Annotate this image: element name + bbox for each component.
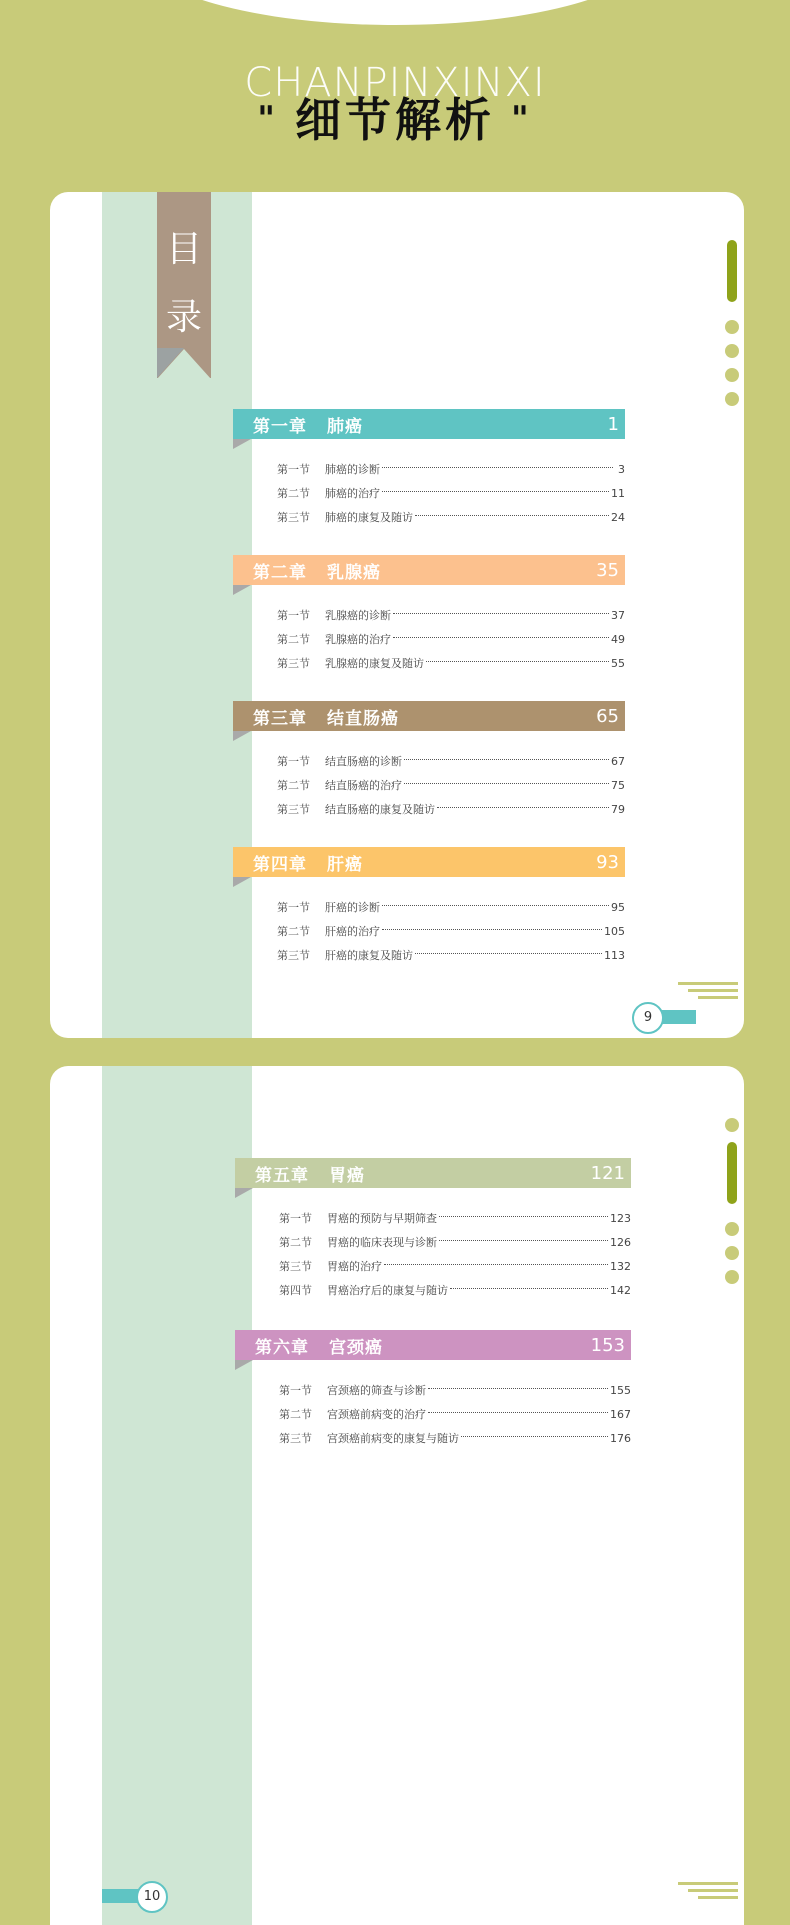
section-title: 乳腺癌的治疗 [325, 633, 391, 646]
section-page: 67 [611, 754, 625, 768]
scroll-dot [725, 1246, 739, 1260]
chapter-fold [233, 877, 251, 887]
leader-dots [439, 1216, 608, 1217]
section-entry[interactable] [279, 1230, 631, 1254]
leader-dots [415, 515, 609, 516]
chapter-title [253, 850, 363, 875]
scroll-dot [725, 344, 739, 358]
leader-dots [382, 491, 609, 492]
chapter-title [253, 412, 363, 437]
section-page: 37 [611, 608, 625, 622]
section-label: 第一节 [279, 1212, 312, 1225]
chapter-page: 153 [590, 1334, 625, 1356]
section-entry[interactable] [277, 749, 625, 773]
section-entry[interactable] [277, 603, 625, 627]
section-page: 79 [611, 802, 625, 816]
toc-page-1 [50, 192, 744, 1038]
chapter-label: 第三章 [253, 708, 307, 729]
section-title: 肝癌的诊断 [325, 901, 380, 914]
page-title [0, 84, 790, 150]
section-title: 结直肠癌的治疗 [325, 779, 402, 792]
chapter-page: 1 [607, 413, 619, 435]
section-page: 142 [610, 1283, 631, 1297]
section-label: 第三节 [279, 1432, 312, 1445]
page-number: 10 [136, 1881, 168, 1913]
section-entry[interactable] [277, 797, 625, 821]
section-entry[interactable] [277, 457, 625, 481]
scroll-bar-active [727, 240, 737, 302]
section-title: 胃癌的治疗 [327, 1260, 382, 1273]
section-page: 126 [610, 1235, 631, 1249]
section-label: 第三节 [277, 949, 310, 962]
scroll-dot [725, 1118, 739, 1132]
leader-dots [428, 1412, 608, 1413]
section-entry[interactable] [277, 895, 625, 919]
section-label: 第一节 [277, 755, 310, 768]
top-arc-decoration [140, 0, 650, 25]
section-title: 宫颈癌前病变的治疗 [327, 1408, 426, 1421]
section-title: 肺癌的诊断 [325, 463, 380, 476]
chapter-name: 宫颈癌 [329, 1337, 383, 1358]
section-page: 3 [618, 462, 625, 476]
chapter-page: 65 [596, 705, 619, 727]
section-list [233, 731, 625, 821]
section-label: 第三节 [277, 511, 310, 524]
chapter-label: 第六章 [255, 1337, 309, 1358]
toc-label-char-2: 录 [165, 297, 202, 338]
chapter-header[interactable] [233, 409, 625, 439]
chapter-label: 第四章 [253, 854, 307, 875]
section-title: 宫颈癌前病变的康复与随访 [327, 1432, 459, 1445]
leader-dots [415, 953, 602, 954]
leader-dots [393, 613, 609, 614]
chapter-label: 第一章 [253, 416, 307, 437]
section-entry[interactable] [277, 481, 625, 505]
quote-open: " [257, 99, 279, 139]
section-list [233, 439, 625, 529]
leader-dots [437, 807, 609, 808]
section-entry[interactable] [277, 505, 625, 529]
section-page: 55 [611, 656, 625, 670]
leader-dots [382, 467, 613, 468]
leader-dots [404, 783, 609, 784]
section-label: 第三节 [279, 1260, 312, 1273]
chapter-page: 35 [596, 559, 619, 581]
section-label: 第二节 [279, 1408, 312, 1421]
chapter-page: 93 [596, 851, 619, 873]
toc-bookmark [157, 192, 211, 378]
section-page: 176 [610, 1431, 631, 1445]
section-label: 第二节 [277, 633, 310, 646]
toc-label-char-1: 目 [165, 229, 202, 270]
chapter-block [235, 1330, 631, 1450]
scroll-dot [725, 392, 739, 406]
section-entry[interactable] [279, 1254, 631, 1278]
section-entry[interactable] [277, 773, 625, 797]
chapter-header[interactable] [233, 555, 625, 585]
section-label: 第三节 [277, 803, 310, 816]
section-page: 132 [610, 1259, 631, 1273]
section-title: 宫颈癌的筛查与诊断 [327, 1384, 426, 1397]
chapter-block [233, 701, 625, 821]
section-list [235, 1360, 631, 1450]
section-entry[interactable] [279, 1278, 631, 1302]
title-text: 细节解析 [295, 93, 495, 147]
section-title: 肝癌的治疗 [325, 925, 380, 938]
section-title: 胃癌的预防与早期筛查 [327, 1212, 437, 1225]
section-page: 123 [610, 1211, 631, 1225]
lines-decoration [678, 1882, 738, 1903]
chapter-name: 结直肠癌 [327, 708, 399, 729]
section-label: 第一节 [277, 463, 310, 476]
section-title: 乳腺癌的康复及随访 [325, 657, 424, 670]
section-label: 第二节 [279, 1236, 312, 1249]
section-entry[interactable] [277, 651, 625, 675]
section-label: 第二节 [277, 925, 310, 938]
toc-page-2 [50, 1066, 744, 1925]
chapter-label: 第五章 [255, 1165, 309, 1186]
chapter-name: 胃癌 [329, 1165, 365, 1186]
leader-dots [382, 905, 609, 906]
section-entry[interactable] [279, 1378, 631, 1402]
section-entry[interactable] [279, 1206, 631, 1230]
section-label: 第三节 [277, 657, 310, 670]
section-page: 113 [604, 948, 625, 962]
chapter-title [255, 1333, 383, 1358]
section-label: 第一节 [279, 1384, 312, 1397]
chapter-title [255, 1161, 365, 1186]
section-label: 第四节 [279, 1284, 312, 1297]
chapter-fold [233, 585, 251, 595]
section-title: 结直肠癌的诊断 [325, 755, 402, 768]
chapter-title [253, 704, 399, 729]
chapter-label: 第二章 [253, 562, 307, 583]
scroll-dot [725, 1222, 739, 1236]
scroll-indicator [725, 1118, 739, 1294]
quote-close: " [511, 99, 533, 139]
chapter-fold [233, 731, 251, 741]
section-title: 肺癌的康复及随访 [325, 511, 413, 524]
section-label: 第二节 [277, 779, 310, 792]
leader-dots [404, 759, 609, 760]
section-label: 第一节 [277, 901, 310, 914]
section-title: 结直肠癌的康复及随访 [325, 803, 435, 816]
section-label: 第一节 [277, 609, 310, 622]
section-title: 胃癌的临床表现与诊断 [327, 1236, 437, 1249]
chapter-page: 121 [590, 1162, 625, 1184]
section-entry[interactable] [279, 1426, 631, 1450]
leader-dots [426, 661, 609, 662]
scroll-dot [725, 320, 739, 334]
section-list [235, 1188, 631, 1302]
chapter-name: 肺癌 [327, 416, 363, 437]
leader-dots [461, 1436, 608, 1437]
chapter-block [233, 409, 625, 529]
scroll-indicator [725, 240, 739, 416]
lines-decoration [678, 982, 738, 1003]
chapter-block [235, 1158, 631, 1302]
chapter-name: 肝癌 [327, 854, 363, 875]
scroll-dot [725, 1270, 739, 1284]
scroll-dot [725, 368, 739, 382]
section-page: 167 [610, 1407, 631, 1421]
page-number: 9 [632, 1002, 664, 1034]
section-entry[interactable] [279, 1402, 631, 1426]
section-page: 11 [611, 486, 625, 500]
chapter-fold [233, 439, 251, 449]
header-watermark: CHANPINXINXI [244, 60, 546, 106]
section-page: 95 [611, 900, 625, 914]
chapter-title [253, 558, 381, 583]
section-title: 胃癌治疗后的康复与随访 [327, 1284, 448, 1297]
section-page: 49 [611, 632, 625, 646]
leader-dots [382, 929, 602, 930]
leader-dots [450, 1288, 608, 1289]
section-label: 第二节 [277, 487, 310, 500]
section-title: 肝癌的康复及随访 [325, 949, 413, 962]
section-entry[interactable] [277, 627, 625, 651]
leader-dots [428, 1388, 608, 1389]
chapter-block [233, 847, 625, 967]
chapter-block [233, 555, 625, 675]
leader-dots [439, 1240, 608, 1241]
chapter-fold [235, 1360, 253, 1370]
leader-dots [393, 637, 609, 638]
section-page: 24 [611, 510, 625, 524]
chapter-fold [235, 1188, 253, 1198]
section-page: 155 [610, 1383, 631, 1397]
section-entry[interactable] [277, 919, 625, 943]
scroll-bar-active [727, 1142, 737, 1204]
section-entry[interactable] [277, 943, 625, 967]
section-page: 75 [611, 778, 625, 792]
chapter-header[interactable] [235, 1330, 631, 1360]
leader-dots [384, 1264, 608, 1265]
section-list [233, 877, 625, 967]
chapter-header[interactable] [233, 701, 625, 731]
section-title: 乳腺癌的诊断 [325, 609, 391, 622]
chapter-header[interactable] [233, 847, 625, 877]
chapter-header[interactable] [235, 1158, 631, 1188]
section-page: 105 [604, 924, 625, 938]
section-title: 肺癌的治疗 [325, 487, 380, 500]
green-strip [102, 1066, 252, 1925]
chapter-name: 乳腺癌 [327, 562, 381, 583]
header [0, 52, 790, 147]
section-list [233, 585, 625, 675]
